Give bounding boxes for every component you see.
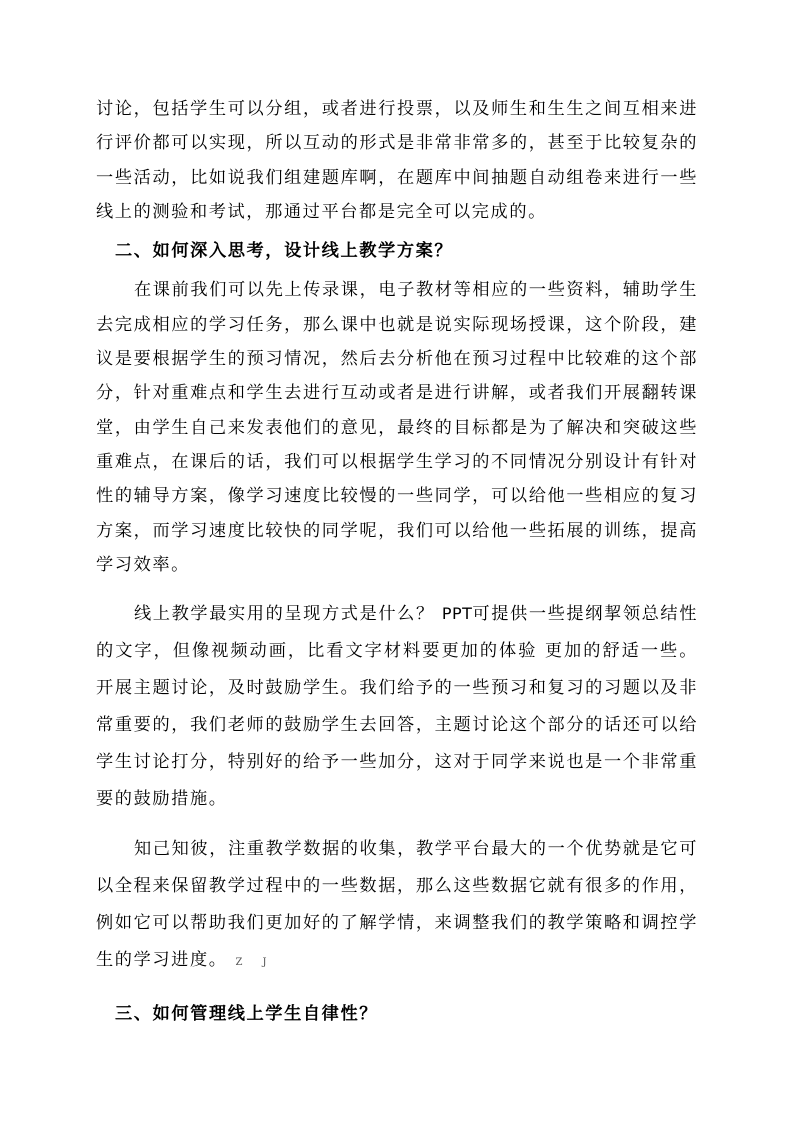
heading-section-2: 二、如何深入思考，设计线上教学方案？ <box>115 241 454 262</box>
paragraph-presentation-method <box>96 595 698 818</box>
presentation-question-text: 线上教学最实用的呈现方式是什么？ <box>134 604 442 625</box>
paragraph-teaching-data <box>96 831 698 981</box>
heading-section-3: 三、如何管理线上学生自律性？ <box>115 1004 379 1025</box>
teaching-data-text: 知己知彼，注重教学数据的收集，教学平台最大的一个优势就是它可以全程来保留教学过程中的一些数据，那么这些数据它就有很多的作用，例如它可以帮助我们更加好的了解学情，来调整我们的教学策略和调控学生的学习进度。 <box>96 839 698 971</box>
presentation-body-text: 可提供一些提纲挈领总结性的文字，但像视频动画，比看文字材料要更加的体验 更加的舒适一些。开展主题讨论，及时鼓励学生。我们给予的一些预习和复习的习题以及非常重要的，我们老师的鼓励学生去回答，主题讨论这个部分的话还可以给学生讨论打分，特别好的给予一些加分，这对于同学来说也是一个非常重要的鼓励措施。 <box>96 604 698 810</box>
paragraph-lesson-plan: 在课前我们可以先上传录课，电子教材等相应的一些资料，辅助学生去完成相应的学习任务，那么课中也就是说实际现场授课，这个阶段，建议是要根据学生的预习情况，然后去分析他在预习过程中比较难的这个部分，针对重难点和学生去进行互动或者是进行讲解，或者我们开展翻转课堂，由学生自己来发表他们的意见，最终的目标都是为了解决和突破这些重难点，在课后的话，我们可以根据学生学习的不同情况分别设计有针对性的辅导方案，像学习速度比较慢的一些同学，可以给他一些相应的复习方案，而学习速度比较快的同学呢，我们可以给他一些拓展的训练，提高学习效率。 <box>96 280 698 575</box>
stray-mark-z: Z <box>235 957 243 969</box>
paragraph-interaction-forms: 讨论，包括学生可以分组，或者进行投票，以及师生和生生之间互相来进行评价都可以实现，所以互动的形式是非常非常多的，甚至于比较复杂的一些活动，比如说我们组建题库啊，在题库中间抽题自动组卷来进行一些线上的测验和考试，那通过平台都是完全可以完成的。 <box>96 99 698 222</box>
ppt-text: PPT <box>441 604 473 624</box>
document-page <box>96 92 698 1031</box>
stray-mark-j: J <box>262 957 267 969</box>
